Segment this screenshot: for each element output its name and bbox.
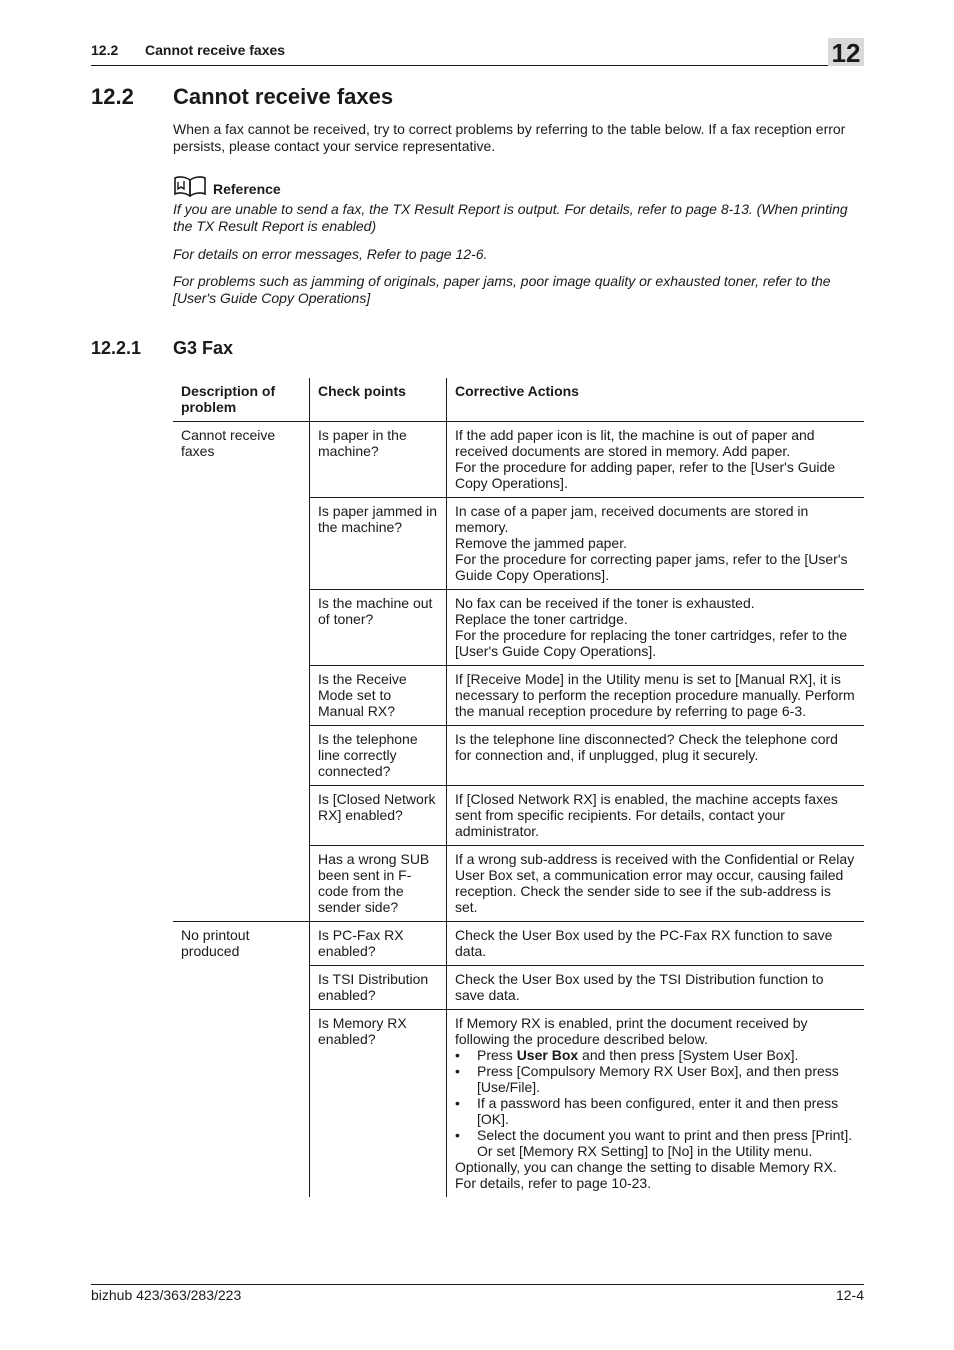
header-rule (91, 65, 864, 66)
action-cell (447, 1010, 865, 1198)
reference-note-1: If you are unable to send a fax, the TX Result Report is output. For details, refer to page 8-13. (When printing the TX Result Report is enabled) (173, 201, 848, 234)
table-row (173, 422, 864, 498)
col-header-description: Description of problem (173, 378, 310, 422)
list-item: • If a password has been configured, enter it and then press [OK]. (455, 1095, 856, 1127)
memory-rx-intro: If Memory RX is enabled, print the document received by following the procedure described below. (455, 1015, 808, 1047)
check-cell: Is PC-Fax RX enabled? (310, 922, 447, 966)
problem-cell: Cannot receive faxes (173, 422, 310, 922)
reference-heading (173, 175, 281, 197)
list-item: • Press [Compulsory Memory RX User Box], and then press [Use/File]. (455, 1063, 856, 1095)
check-cell: Is Memory RX enabled? (310, 1010, 447, 1198)
chapter-number-badge: 12 (828, 38, 864, 66)
action-cell: If a wrong sub-address is received with the Confidential or Relay User Box set, a communication error may occur, causing failed reception. Check the sender side to see if the sub-address is set. (447, 846, 865, 922)
subsection-title: G3 Fax (173, 338, 234, 358)
list-item: • Press User Box and then press [System User Box]. (455, 1047, 856, 1063)
check-cell: Is paper jammed in the machine? (310, 498, 447, 590)
check-cell: Has a wrong SUB been sent in F-code from the sender side? (310, 846, 447, 922)
troubleshooting-table (173, 378, 864, 1197)
reference-label: Reference (213, 181, 281, 197)
col-header-corrective-actions: Corrective Actions (447, 378, 865, 422)
page-title-number: 12.2 (91, 84, 134, 109)
action-cell: No fax can be received if the toner is exhausted. Replace the toner cartridge. For the procedure for replacing the toner cartridges, refer to the [User's Guide Copy Operations]. (447, 590, 865, 666)
table-row (173, 922, 864, 966)
check-cell: Is [Closed Network RX] enabled? (310, 786, 447, 846)
check-cell: Is the machine out of toner? (310, 590, 447, 666)
intro-paragraph: When a fax cannot be received, try to correct problems by referring to the table below. If a fax reception error persists, please contact your service representative. (173, 121, 846, 154)
reference-note-3: For problems such as jamming of originals, paper jams, poor image quality or exhausted toner, refer to the [User's Guide Copy Operations] (173, 273, 831, 306)
footer-page-number: 12-4 (835, 1287, 864, 1303)
memory-rx-optional: Optionally, you can change the setting to disable Memory RX. (455, 1159, 837, 1175)
page-title (91, 84, 393, 110)
action-cell: Check the User Box used by the PC-Fax RX function to save data. (447, 922, 865, 966)
footer-rule (91, 1284, 864, 1285)
header-section-title: Cannot receive faxes (145, 42, 286, 58)
check-cell: Is TSI Distribution enabled? (310, 966, 447, 1010)
check-cell: Is the Receive Mode set to Manual RX? (310, 666, 447, 726)
action-cell: If [Closed Network RX] is enabled, the machine accepts faxes sent from specific recipients. For details, contact your administrator. (447, 786, 865, 846)
memory-rx-steps (455, 1047, 856, 1143)
header-section-number: 12.2 (91, 42, 119, 58)
reference-note-2: For details on error messages, Refer to page 12-6. (173, 246, 488, 262)
col-header-check-points: Check points (310, 378, 447, 422)
action-cell: Is the telephone line disconnected? Check the telephone cord for connection and, if unplugged, plug it securely. (447, 726, 865, 786)
memory-rx-ref: For details, refer to page 10-23. (455, 1175, 652, 1191)
book-icon (173, 175, 207, 197)
action-cell: In case of a paper jam, received documents are stored in memory. Remove the jammed paper. For the procedure for correcting paper jams, refer to the [User's Guide Copy Operations]. (447, 498, 865, 590)
action-cell: If the add paper icon is lit, the machine is out of paper and received documents are stored in memory. Add paper. For the procedure for adding paper, refer to the [User's Guide Copy Operations]. (447, 422, 865, 498)
action-cell: Check the User Box used by the TSI Distribution function to save data. (447, 966, 865, 1010)
action-cell: If [Receive Mode] in the Utility menu is set to [Manual RX], it is necessary to perform the reception procedure manually. Perform the manual reception procedure by referring to page 6-3. (447, 666, 865, 726)
footer-product: bizhub 423/363/283/223 (91, 1287, 242, 1303)
problem-cell: No printout produced (181, 927, 250, 959)
table-header-row (173, 378, 864, 422)
page-title-text: Cannot receive faxes (173, 84, 394, 109)
check-cell: Is paper in the machine? (310, 422, 447, 498)
running-header (91, 42, 285, 58)
subsection-number: 12.2.1 (91, 338, 142, 358)
memory-rx-alternative: Or set [Memory RX Setting] to [No] in the Utility menu. (477, 1143, 813, 1159)
check-cell: Is the telephone line correctly connected? (310, 726, 447, 786)
subsection-heading (91, 338, 233, 359)
list-item: • Select the document you want to print and then press [Print]. (455, 1127, 856, 1143)
